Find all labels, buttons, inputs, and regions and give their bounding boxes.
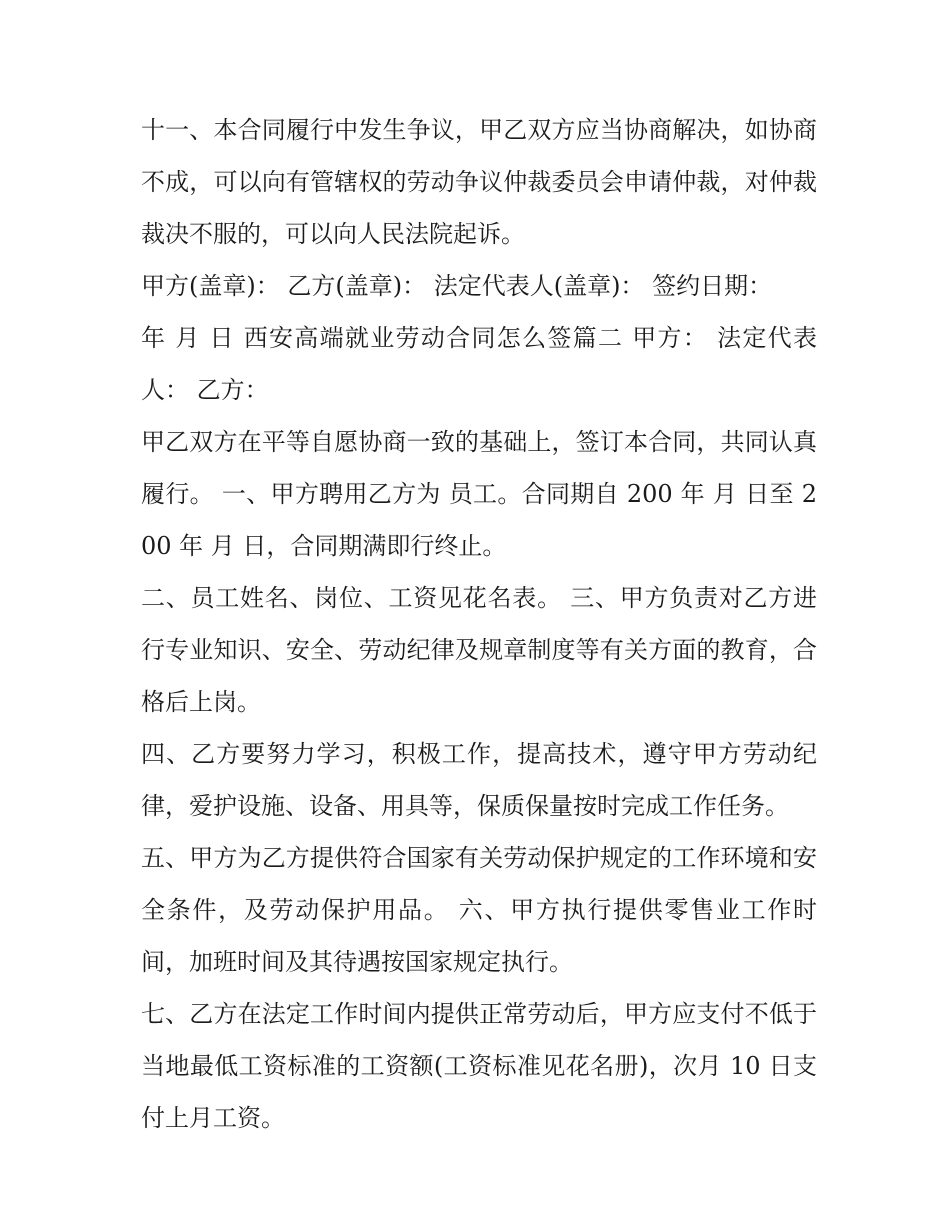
paragraph-dispute-resolution: 十一、本合同履行中发生争议，甲乙双方应当协商解决，如协商不成，可以向有管辖权的劳动争议仲裁委员会申请仲裁，对仲裁裁决不服的，可以向人民法院起诉。 bbox=[141, 116, 817, 248]
document-body bbox=[141, 104, 817, 1144]
paragraph-employee-training: 二、员工姓名、岗位、工资见花名表。 三、甲方负责对乙方进行专业知识、安全、劳动纪律及规章制度等有关方面的教育，合格后上岗。 bbox=[141, 584, 817, 716]
paragraph-work-conditions: 五、甲方为乙方提供符合国家有关劳动保护规定的工作环境和安全条件，及劳动保护用品。 六、甲方执行提供零售业工作时间，加班时间及其待遇按国家规定执行。 bbox=[141, 844, 817, 976]
paragraph-employee-duties: 四、乙方要努力学习，积极工作，提高技术，遵守甲方劳动纪律，爱护设施、设备、用具等，保质保量按时完成工作任务。 bbox=[141, 740, 817, 820]
paragraph-date-and-contract-two-header: 年 月 日 西安高端就业劳动合同怎么签篇二 甲方： 法定代表人： 乙方： bbox=[141, 324, 817, 404]
paragraph-wages: 七、乙方在法定工作时间内提供正常劳动后，甲方应支付不低于当地最低工资标准的工资额(工资标准见花名册)，次月 10 日支付上月工资。 bbox=[141, 1000, 817, 1132]
paragraph-contract-term: 甲乙双方在平等自愿协商一致的基础上，签订本合同，共同认真履行。 一、甲方聘用乙方为 员工。合同期自 200 年 月 日至 200 年 月 日，合同期满即行终止。 bbox=[141, 428, 817, 560]
paragraph-signature-parties: 甲方(盖章)： 乙方(盖章)： 法定代表人(盖章)： 签约日期： bbox=[141, 272, 773, 300]
